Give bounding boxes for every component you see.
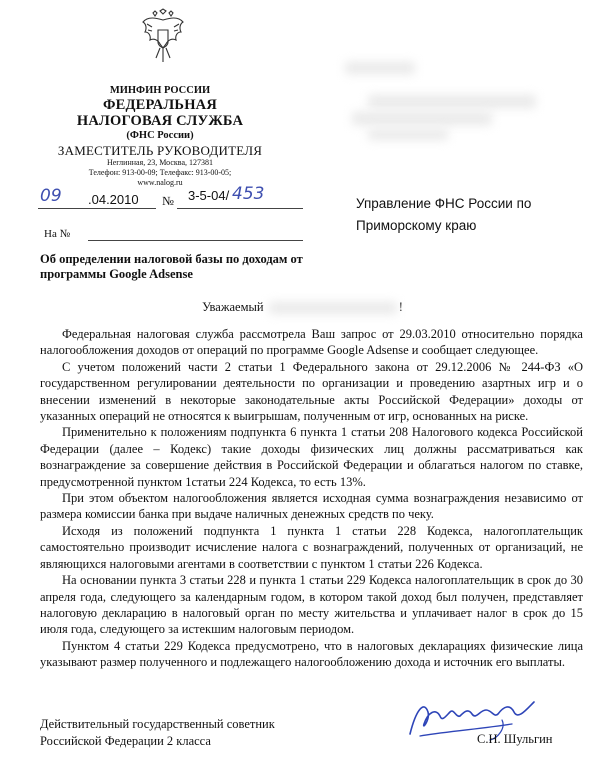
date-underline	[38, 208, 156, 209]
signatory-title-line2: Российской Федерации 2 класса	[40, 733, 211, 748]
number-underline	[177, 208, 303, 209]
paragraph: Применительно к положениям подпункта 6 пункта 1 статьи 208 Налогового кодекса Российской Федерации (далее – Кодекс) такие доходы физических лиц должны рассматриваться как вознаграждение за совершение действия в Российской Федерации и облагаться налогом по ставке, предусмотренной пунктом 1статьи 224 Кодекса, то есть 13%.	[40, 425, 583, 489]
date-day: 09	[40, 186, 62, 206]
recipient-line1: Управление ФНС России по	[356, 196, 532, 211]
letterhead	[40, 84, 280, 188]
address: Неглинная, 23, Москва, 127381	[106, 158, 214, 167]
signatory-title	[40, 716, 275, 749]
phones: Телефон: 913-00-09; Телефакс: 913-00-05;	[88, 168, 232, 177]
website: www.nalog.ru	[137, 178, 183, 187]
redacted-block	[352, 112, 492, 125]
paragraph: С учетом положений части 2 статьи 1 Федерального закона от 29.12.2006 № 244-ФЗ «О государственном регулировании деятельности по организации и проведению азартных игр и о внесении изменений в некоторые законодательные акты Российской Федерации» доходы от указанных операций не относятся к выигрышам, полученным от игр, основанных на риске.	[40, 359, 583, 424]
paragraph: Пунктом 4 статьи 229 Кодекса предусмотрено, что в налоговых декларациях физические лица указывают размер полученного и подлежащего налогообложению дохода и источник его выплаты.	[40, 638, 583, 670]
agency-line2: НАЛОГОВАЯ СЛУЖБА	[76, 113, 244, 129]
signatory-title-line1: Действительный государственный советник	[40, 717, 275, 731]
paragraph: Исходя из положений подпункта 1 пункта 1 статьи 228 Кодекса, налогоплательщик самостоятельно производит исчисление налога с вознаграждений, полученных от организаций, не являющихся налоговыми агентами в соответствии с пунктом 1 статьи 226 Кодекса.	[40, 523, 583, 571]
number-prefix: 3-5-04/	[188, 188, 230, 203]
letter-body	[40, 326, 583, 671]
redacted-name	[269, 302, 397, 314]
paragraph: На основании пункта 3 статьи 228 и пункта 1 статьи 229 Кодекса налогоплательщик в срок до 30 апреля года, следующего за календарным годом, в котором такой доход был получен, представляет налоговую декларацию в налоговый орган по месту жительства и уплачивает налог в срок до 15 июля года, следующего за истекшим налоговым периодом.	[40, 573, 583, 637]
paragraph: Федеральная налоговая служба рассмотрела Ваш запрос от 29.03.2010 относительно порядка налогообложения доходов от операций по программе Google Adsense и сообщает следующее.	[40, 327, 583, 358]
paragraph: При этом объектом налогообложения является исходная сумма вознаграждения независимо от размера комиссии банка при выдаче наличных денежных средств по чеку.	[40, 491, 583, 522]
position-title: ЗАМЕСТИТЕЛЬ РУКОВОДИТЕЛЯ	[57, 143, 263, 158]
signatory-name: С.Н. Шульгин	[477, 732, 553, 746]
coat-of-arms-icon	[140, 8, 186, 66]
subject: Об определении налоговой базы по доходам от программы Google Adsense	[40, 252, 303, 281]
recipient-line2: Приморскому краю	[356, 218, 477, 233]
redacted-block	[368, 129, 448, 140]
greeting-suffix: !	[398, 300, 403, 314]
recipient	[356, 193, 596, 237]
ref-underline	[88, 240, 303, 241]
number-sign: №	[162, 194, 174, 208]
greeting-prefix: Уважаемый	[202, 300, 264, 314]
redacted-block	[345, 62, 415, 74]
date-rest: .04.2010	[88, 192, 139, 207]
greeting	[0, 300, 605, 315]
agency-line1: ФЕДЕРАЛЬНАЯ	[102, 97, 218, 113]
ref-label: На №	[44, 228, 71, 240]
number-handwritten: 453	[232, 184, 265, 204]
ministry-name: МИНФИН РОССИИ	[109, 85, 211, 96]
agency-short: (ФНС России)	[126, 130, 194, 141]
redacted-block	[368, 95, 536, 108]
